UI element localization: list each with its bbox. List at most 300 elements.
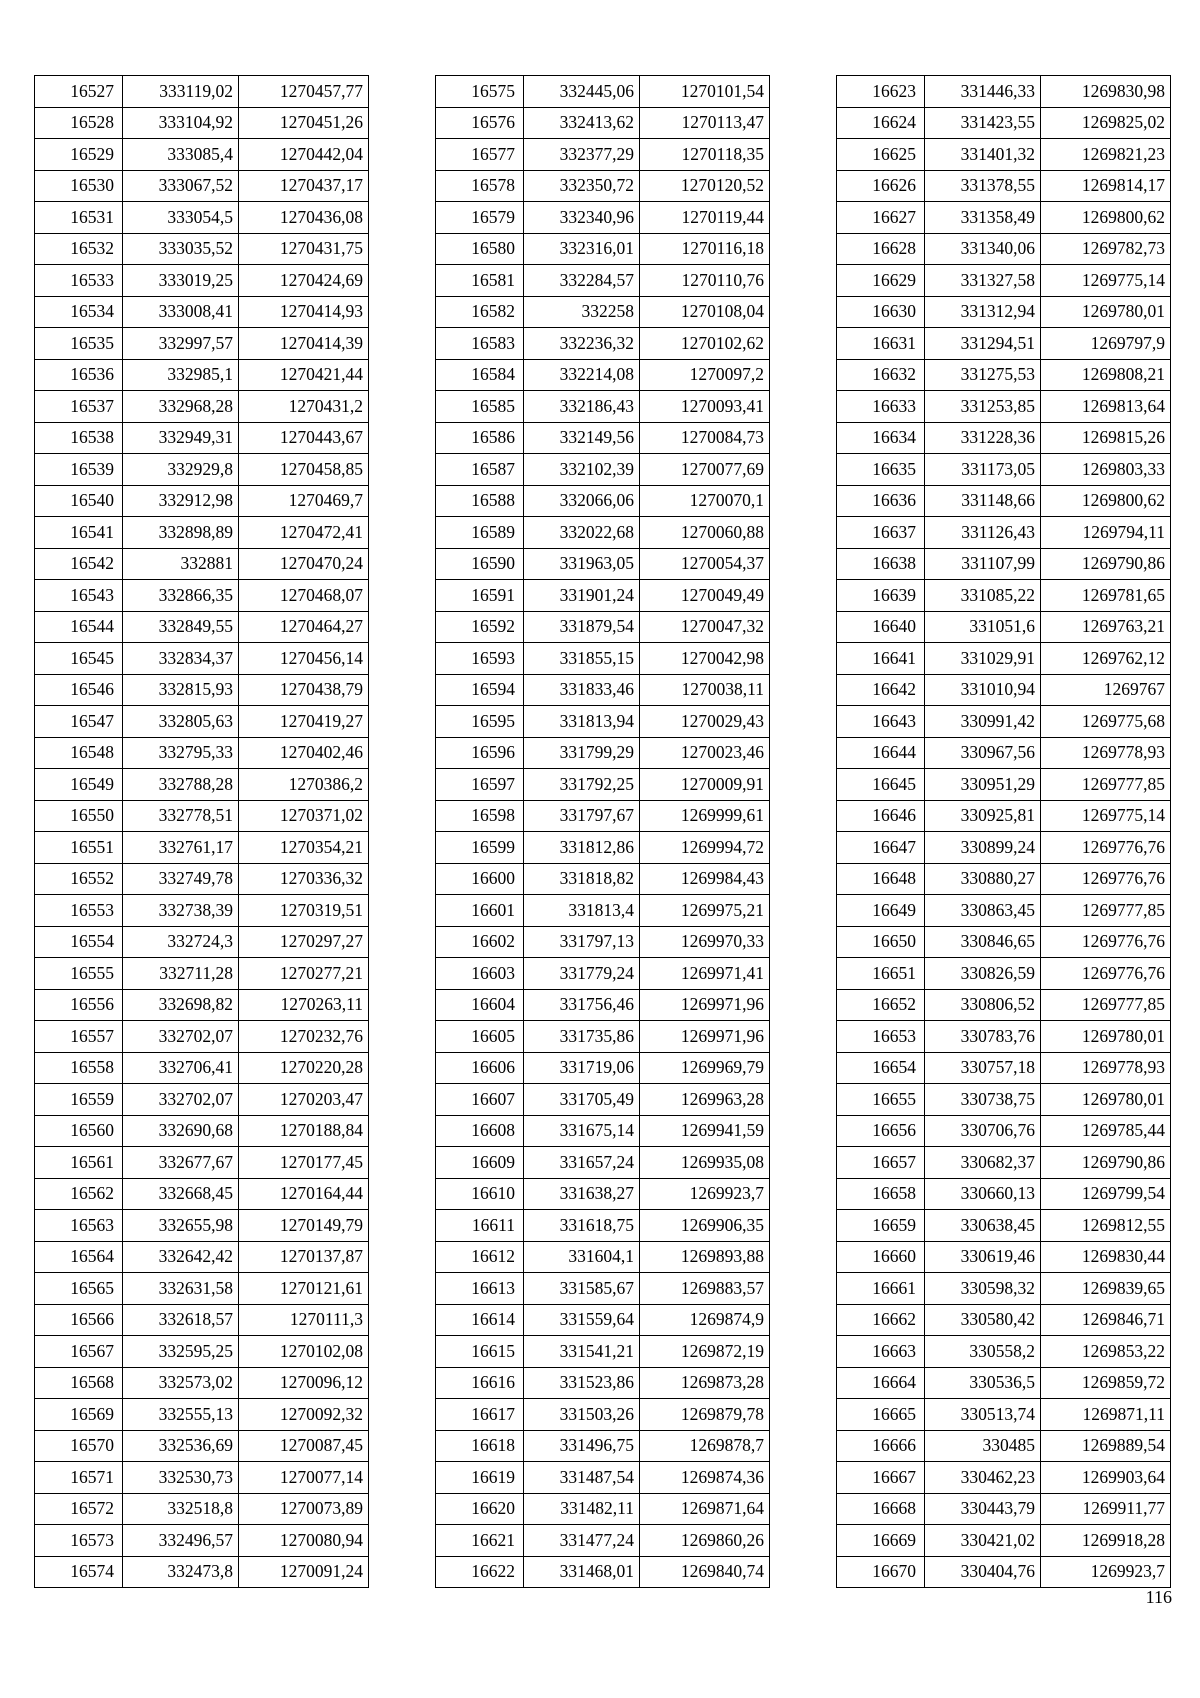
y-coordinate-cell: 1269821,23 <box>1041 139 1171 171</box>
x-coordinate-cell: 332898,89 <box>123 517 239 549</box>
y-coordinate-cell: 1269776,76 <box>1041 926 1171 958</box>
point-id-cell: 16535 <box>35 328 123 360</box>
y-coordinate-cell: 1269846,71 <box>1041 1304 1171 1336</box>
y-coordinate-cell: 1270009,91 <box>640 769 770 801</box>
point-id-cell: 16598 <box>436 800 524 832</box>
x-coordinate-cell: 331446,33 <box>925 76 1041 108</box>
table-row <box>436 737 770 769</box>
point-id-cell: 16665 <box>837 1399 925 1431</box>
table-body <box>436 76 770 1588</box>
y-coordinate-cell: 1269785,44 <box>1041 1115 1171 1147</box>
table-row <box>35 1147 369 1179</box>
point-id-cell: 16662 <box>837 1304 925 1336</box>
x-coordinate-cell: 331705,49 <box>524 1084 640 1116</box>
table-row <box>436 706 770 738</box>
point-id-cell: 16615 <box>436 1336 524 1368</box>
y-coordinate-cell: 1269871,11 <box>1041 1399 1171 1431</box>
point-id-cell: 16576 <box>436 107 524 139</box>
x-coordinate-cell: 332749,78 <box>123 863 239 895</box>
x-coordinate-cell: 331312,94 <box>925 296 1041 328</box>
y-coordinate-cell: 1269776,76 <box>1041 832 1171 864</box>
y-coordinate-cell: 1269971,96 <box>640 1021 770 1053</box>
point-id-cell: 16664 <box>837 1367 925 1399</box>
point-id-cell: 16634 <box>837 422 925 454</box>
point-id-cell: 16548 <box>35 737 123 769</box>
table-row <box>837 1525 1171 1557</box>
point-id-cell: 16607 <box>436 1084 524 1116</box>
y-coordinate-cell: 1270232,76 <box>239 1021 369 1053</box>
point-id-cell: 16633 <box>837 391 925 423</box>
x-coordinate-cell: 331029,91 <box>925 643 1041 675</box>
x-coordinate-cell: 331228,36 <box>925 422 1041 454</box>
y-coordinate-cell: 1270077,69 <box>640 454 770 486</box>
y-coordinate-cell: 1270164,44 <box>239 1178 369 1210</box>
point-id-cell: 16653 <box>837 1021 925 1053</box>
table-row <box>837 895 1171 927</box>
point-id-cell: 16647 <box>837 832 925 864</box>
table-row <box>837 1430 1171 1462</box>
x-coordinate-cell: 331503,26 <box>524 1399 640 1431</box>
table-row <box>436 391 770 423</box>
y-coordinate-cell: 1269775,14 <box>1041 800 1171 832</box>
table-row <box>436 1304 770 1336</box>
table-row <box>436 800 770 832</box>
y-coordinate-cell: 1270097,2 <box>640 359 770 391</box>
point-id-cell: 16645 <box>837 769 925 801</box>
x-coordinate-cell: 331756,46 <box>524 989 640 1021</box>
y-coordinate-cell: 1269935,08 <box>640 1147 770 1179</box>
table-row <box>436 580 770 612</box>
y-coordinate-cell: 1269839,65 <box>1041 1273 1171 1305</box>
y-coordinate-cell: 1269984,43 <box>640 863 770 895</box>
y-coordinate-cell: 1270458,85 <box>239 454 369 486</box>
point-id-cell: 16595 <box>436 706 524 738</box>
x-coordinate-cell: 330951,29 <box>925 769 1041 801</box>
y-coordinate-cell: 1270437,17 <box>239 170 369 202</box>
point-id-cell: 16658 <box>837 1178 925 1210</box>
y-coordinate-cell: 1269859,72 <box>1041 1367 1171 1399</box>
point-id-cell: 16546 <box>35 674 123 706</box>
point-id-cell: 16580 <box>436 233 524 265</box>
y-coordinate-cell: 1269860,26 <box>640 1525 770 1557</box>
y-coordinate-cell: 1270101,54 <box>640 76 770 108</box>
y-coordinate-cell: 1270469,7 <box>239 485 369 517</box>
table-row <box>837 643 1171 675</box>
x-coordinate-cell: 332618,57 <box>123 1304 239 1336</box>
y-coordinate-cell: 1270436,08 <box>239 202 369 234</box>
x-coordinate-cell: 331813,94 <box>524 706 640 738</box>
point-id-cell: 16597 <box>436 769 524 801</box>
table-row <box>436 517 770 549</box>
table-row <box>837 328 1171 360</box>
x-coordinate-cell: 332340,96 <box>524 202 640 234</box>
y-coordinate-cell: 1270424,69 <box>239 265 369 297</box>
point-id-cell: 16542 <box>35 548 123 580</box>
table-row <box>35 1430 369 1462</box>
table-row <box>837 1147 1171 1179</box>
y-coordinate-cell: 1270113,47 <box>640 107 770 139</box>
x-coordinate-cell: 332761,17 <box>123 832 239 864</box>
table-row <box>35 359 369 391</box>
x-coordinate-cell: 331401,32 <box>925 139 1041 171</box>
table-row <box>35 1273 369 1305</box>
x-coordinate-cell: 330783,76 <box>925 1021 1041 1053</box>
point-id-cell: 16650 <box>837 926 925 958</box>
x-coordinate-cell: 331855,15 <box>524 643 640 675</box>
point-id-cell: 16648 <box>837 863 925 895</box>
point-id-cell: 16619 <box>436 1462 524 1494</box>
y-coordinate-cell: 1270188,84 <box>239 1115 369 1147</box>
table-row <box>436 674 770 706</box>
point-id-cell: 16585 <box>436 391 524 423</box>
point-id-cell: 16663 <box>837 1336 925 1368</box>
x-coordinate-cell: 330558,2 <box>925 1336 1041 1368</box>
y-coordinate-cell: 1269853,22 <box>1041 1336 1171 1368</box>
y-coordinate-cell: 1269874,9 <box>640 1304 770 1336</box>
x-coordinate-cell: 332788,28 <box>123 769 239 801</box>
table-row <box>837 1304 1171 1336</box>
y-coordinate-cell: 1269778,93 <box>1041 737 1171 769</box>
y-coordinate-cell: 1270421,44 <box>239 359 369 391</box>
x-coordinate-cell: 331812,86 <box>524 832 640 864</box>
point-id-cell: 16540 <box>35 485 123 517</box>
x-coordinate-cell: 330925,81 <box>925 800 1041 832</box>
y-coordinate-cell: 1270111,3 <box>239 1304 369 1336</box>
x-coordinate-cell: 332711,28 <box>123 958 239 990</box>
x-coordinate-cell: 331051,6 <box>925 611 1041 643</box>
x-coordinate-cell: 331487,54 <box>524 1462 640 1494</box>
table-row <box>436 1462 770 1494</box>
x-coordinate-cell: 332778,51 <box>123 800 239 832</box>
x-coordinate-cell: 332350,72 <box>524 170 640 202</box>
y-coordinate-cell: 1270108,04 <box>640 296 770 328</box>
x-coordinate-cell: 330462,23 <box>925 1462 1041 1494</box>
table-row <box>436 1178 770 1210</box>
y-coordinate-cell: 1270431,75 <box>239 233 369 265</box>
x-coordinate-cell: 332929,8 <box>123 454 239 486</box>
y-coordinate-cell: 1270468,07 <box>239 580 369 612</box>
point-id-cell: 16630 <box>837 296 925 328</box>
x-coordinate-cell: 332518,8 <box>123 1493 239 1525</box>
y-coordinate-cell: 1269883,57 <box>640 1273 770 1305</box>
y-coordinate-cell: 1269781,65 <box>1041 580 1171 612</box>
y-coordinate-cell: 1270457,77 <box>239 76 369 108</box>
table-row <box>837 1273 1171 1305</box>
y-coordinate-cell: 1270297,27 <box>239 926 369 958</box>
point-id-cell: 16613 <box>436 1273 524 1305</box>
point-id-cell: 16568 <box>35 1367 123 1399</box>
x-coordinate-cell: 331523,86 <box>524 1367 640 1399</box>
table-row <box>436 202 770 234</box>
point-id-cell: 16544 <box>35 611 123 643</box>
x-coordinate-cell: 330421,02 <box>925 1525 1041 1557</box>
table-row <box>35 926 369 958</box>
point-id-cell: 16626 <box>837 170 925 202</box>
table-row <box>436 359 770 391</box>
x-coordinate-cell: 330826,59 <box>925 958 1041 990</box>
point-id-cell: 16642 <box>837 674 925 706</box>
y-coordinate-cell: 1269780,01 <box>1041 1084 1171 1116</box>
table-row <box>35 265 369 297</box>
y-coordinate-cell: 1269812,55 <box>1041 1210 1171 1242</box>
x-coordinate-cell: 330619,46 <box>925 1241 1041 1273</box>
y-coordinate-cell: 1270038,11 <box>640 674 770 706</box>
y-coordinate-cell: 1269941,59 <box>640 1115 770 1147</box>
x-coordinate-cell: 333035,52 <box>123 233 239 265</box>
point-id-cell: 16590 <box>436 548 524 580</box>
y-coordinate-cell: 1270371,02 <box>239 800 369 832</box>
table-row <box>837 1336 1171 1368</box>
y-coordinate-cell: 1269800,62 <box>1041 202 1171 234</box>
x-coordinate-cell: 333104,92 <box>123 107 239 139</box>
table-row <box>35 1556 369 1588</box>
x-coordinate-cell: 331797,67 <box>524 800 640 832</box>
x-coordinate-cell: 332668,45 <box>123 1178 239 1210</box>
x-coordinate-cell: 331423,55 <box>925 107 1041 139</box>
x-coordinate-cell: 331735,86 <box>524 1021 640 1053</box>
x-coordinate-cell: 332149,56 <box>524 422 640 454</box>
point-id-cell: 16594 <box>436 674 524 706</box>
point-id-cell: 16636 <box>837 485 925 517</box>
y-coordinate-cell: 1269762,12 <box>1041 643 1171 675</box>
table-row <box>35 422 369 454</box>
table-row <box>436 1147 770 1179</box>
table-row <box>436 1399 770 1431</box>
table-row <box>35 454 369 486</box>
table-row <box>35 517 369 549</box>
table-row <box>837 202 1171 234</box>
table-row <box>837 76 1171 108</box>
x-coordinate-cell: 330899,24 <box>925 832 1041 864</box>
table-row <box>837 1178 1171 1210</box>
point-id-cell: 16531 <box>35 202 123 234</box>
point-id-cell: 16579 <box>436 202 524 234</box>
x-coordinate-cell: 332316,01 <box>524 233 640 265</box>
point-id-cell: 16625 <box>837 139 925 171</box>
point-id-cell: 16599 <box>436 832 524 864</box>
point-id-cell: 16649 <box>837 895 925 927</box>
table-row <box>436 76 770 108</box>
point-id-cell: 16575 <box>436 76 524 108</box>
point-id-cell: 16627 <box>837 202 925 234</box>
y-coordinate-cell: 1269873,28 <box>640 1367 770 1399</box>
point-id-cell: 16528 <box>35 107 123 139</box>
point-id-cell: 16638 <box>837 548 925 580</box>
x-coordinate-cell: 330682,37 <box>925 1147 1041 1179</box>
x-coordinate-cell: 332655,98 <box>123 1210 239 1242</box>
point-id-cell: 16562 <box>35 1178 123 1210</box>
x-coordinate-cell: 331358,49 <box>925 202 1041 234</box>
y-coordinate-cell: 1269918,28 <box>1041 1525 1171 1557</box>
y-coordinate-cell: 1270073,89 <box>239 1493 369 1525</box>
y-coordinate-cell: 1269893,88 <box>640 1241 770 1273</box>
table-row <box>436 769 770 801</box>
point-id-cell: 16609 <box>436 1147 524 1179</box>
x-coordinate-cell: 330806,52 <box>925 989 1041 1021</box>
x-coordinate-cell: 332968,28 <box>123 391 239 423</box>
point-id-cell: 16602 <box>436 926 524 958</box>
point-id-cell: 16624 <box>837 107 925 139</box>
table-row <box>436 1336 770 1368</box>
x-coordinate-cell: 331792,25 <box>524 769 640 801</box>
table-row <box>837 454 1171 486</box>
point-id-cell: 16547 <box>35 706 123 738</box>
y-coordinate-cell: 1269923,7 <box>1041 1556 1171 1588</box>
y-coordinate-cell: 1270121,61 <box>239 1273 369 1305</box>
x-coordinate-cell: 332881 <box>123 548 239 580</box>
point-id-cell: 16620 <box>436 1493 524 1525</box>
y-coordinate-cell: 1270077,14 <box>239 1462 369 1494</box>
y-coordinate-cell: 1270118,35 <box>640 139 770 171</box>
y-coordinate-cell: 1270110,76 <box>640 265 770 297</box>
table-row <box>436 1084 770 1116</box>
table-row <box>35 832 369 864</box>
point-id-cell: 16605 <box>436 1021 524 1053</box>
point-id-cell: 16532 <box>35 233 123 265</box>
point-id-cell: 16556 <box>35 989 123 1021</box>
y-coordinate-cell: 1270470,24 <box>239 548 369 580</box>
x-coordinate-cell: 331719,06 <box>524 1052 640 1084</box>
table-row <box>35 989 369 1021</box>
table-row <box>35 548 369 580</box>
table-row <box>837 958 1171 990</box>
x-coordinate-cell: 331496,75 <box>524 1430 640 1462</box>
x-coordinate-cell: 331799,29 <box>524 737 640 769</box>
x-coordinate-cell: 332573,02 <box>123 1367 239 1399</box>
x-coordinate-cell: 331779,24 <box>524 958 640 990</box>
table-row <box>35 1493 369 1525</box>
table-row <box>436 1210 770 1242</box>
point-id-cell: 16582 <box>436 296 524 328</box>
table-row <box>35 1021 369 1053</box>
x-coordinate-cell: 332066,06 <box>524 485 640 517</box>
point-id-cell: 16623 <box>837 76 925 108</box>
table-row <box>837 611 1171 643</box>
y-coordinate-cell: 1269775,14 <box>1041 265 1171 297</box>
x-coordinate-cell: 332834,37 <box>123 643 239 675</box>
point-id-cell: 16530 <box>35 170 123 202</box>
y-coordinate-cell: 1270119,44 <box>640 202 770 234</box>
point-id-cell: 16557 <box>35 1021 123 1053</box>
table-body <box>35 76 369 1588</box>
y-coordinate-cell: 1269911,77 <box>1041 1493 1171 1525</box>
table-row <box>35 1178 369 1210</box>
x-coordinate-cell: 331340,06 <box>925 233 1041 265</box>
y-coordinate-cell: 1269975,21 <box>640 895 770 927</box>
x-coordinate-cell: 330638,45 <box>925 1210 1041 1242</box>
point-id-cell: 16567 <box>35 1336 123 1368</box>
x-coordinate-cell: 333019,25 <box>123 265 239 297</box>
point-id-cell: 16669 <box>837 1525 925 1557</box>
y-coordinate-cell: 1270087,45 <box>239 1430 369 1462</box>
point-id-cell: 16536 <box>35 359 123 391</box>
x-coordinate-cell: 332949,31 <box>123 422 239 454</box>
point-id-cell: 16666 <box>837 1430 925 1462</box>
point-id-cell: 16661 <box>837 1273 925 1305</box>
y-coordinate-cell: 1270443,67 <box>239 422 369 454</box>
x-coordinate-cell: 332795,33 <box>123 737 239 769</box>
x-coordinate-cell: 331126,43 <box>925 517 1041 549</box>
coordinate-table-3 <box>836 75 1171 1588</box>
y-coordinate-cell: 1269903,64 <box>1041 1462 1171 1494</box>
x-coordinate-cell: 331148,66 <box>925 485 1041 517</box>
x-coordinate-cell: 332258 <box>524 296 640 328</box>
point-id-cell: 16654 <box>837 1052 925 1084</box>
table-row <box>436 1493 770 1525</box>
point-id-cell: 16635 <box>837 454 925 486</box>
point-id-cell: 16543 <box>35 580 123 612</box>
point-id-cell: 16637 <box>837 517 925 549</box>
point-id-cell: 16563 <box>35 1210 123 1242</box>
y-coordinate-cell: 1269963,28 <box>640 1084 770 1116</box>
point-id-cell: 16652 <box>837 989 925 1021</box>
table-row <box>436 1052 770 1084</box>
table-row <box>35 485 369 517</box>
x-coordinate-cell: 331107,99 <box>925 548 1041 580</box>
y-coordinate-cell: 1270080,94 <box>239 1525 369 1557</box>
point-id-cell: 16667 <box>837 1462 925 1494</box>
y-coordinate-cell: 1269889,54 <box>1041 1430 1171 1462</box>
table-row <box>35 76 369 108</box>
point-id-cell: 16606 <box>436 1052 524 1084</box>
table-row <box>837 548 1171 580</box>
point-id-cell: 16527 <box>35 76 123 108</box>
point-id-cell: 16628 <box>837 233 925 265</box>
y-coordinate-cell: 1269800,62 <box>1041 485 1171 517</box>
point-id-cell: 16651 <box>837 958 925 990</box>
y-coordinate-cell: 1270029,43 <box>640 706 770 738</box>
table-row <box>837 265 1171 297</box>
x-coordinate-cell: 332997,57 <box>123 328 239 360</box>
table-row <box>35 107 369 139</box>
table-row <box>436 422 770 454</box>
table-row <box>837 391 1171 423</box>
table-row <box>35 1462 369 1494</box>
y-coordinate-cell: 1269799,54 <box>1041 1178 1171 1210</box>
y-coordinate-cell: 1270203,47 <box>239 1084 369 1116</box>
table-row <box>837 1241 1171 1273</box>
table-row <box>35 1052 369 1084</box>
y-coordinate-cell: 1270102,62 <box>640 328 770 360</box>
table-row <box>837 926 1171 958</box>
table-row <box>35 958 369 990</box>
x-coordinate-cell: 330846,65 <box>925 926 1041 958</box>
point-id-cell: 16587 <box>436 454 524 486</box>
table-row <box>436 926 770 958</box>
table-row <box>436 170 770 202</box>
x-coordinate-cell: 332186,43 <box>524 391 640 423</box>
x-coordinate-cell: 333119,02 <box>123 76 239 108</box>
x-coordinate-cell: 331559,64 <box>524 1304 640 1336</box>
x-coordinate-cell: 332555,13 <box>123 1399 239 1431</box>
y-coordinate-cell: 1270464,27 <box>239 611 369 643</box>
table-row <box>436 958 770 990</box>
table-row <box>35 202 369 234</box>
table-row <box>436 1115 770 1147</box>
y-coordinate-cell: 1270047,32 <box>640 611 770 643</box>
table-row <box>35 769 369 801</box>
x-coordinate-cell: 331813,4 <box>524 895 640 927</box>
point-id-cell: 16569 <box>35 1399 123 1431</box>
y-coordinate-cell: 1269872,19 <box>640 1336 770 1368</box>
table-row <box>837 170 1171 202</box>
table-row <box>436 1367 770 1399</box>
table-row <box>837 1021 1171 1053</box>
x-coordinate-cell: 330863,45 <box>925 895 1041 927</box>
y-coordinate-cell: 1269971,96 <box>640 989 770 1021</box>
table-row <box>837 706 1171 738</box>
point-id-cell: 16566 <box>35 1304 123 1336</box>
